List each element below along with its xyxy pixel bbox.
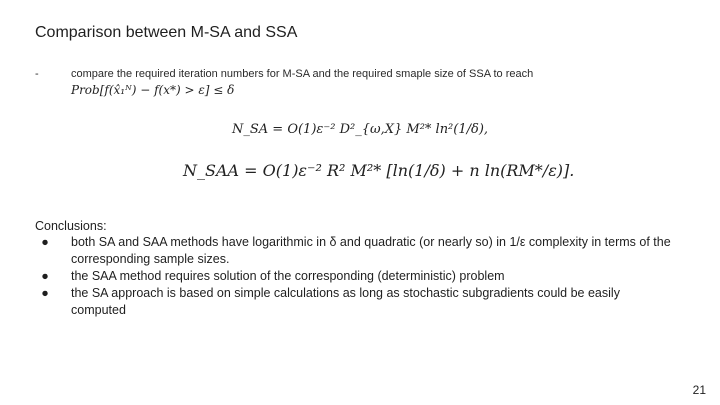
probability-condition-formula: Prob[f(x̂₁ᴺ) − f(x*) > ε] ≤ δ (71, 83, 235, 97)
slide-title: Comparison between M-SA and SSA (35, 24, 298, 41)
saa-sample-size-formula: N_SAA = O(1)ε⁻² R² M²* [ln(1/δ) + n ln(RM*/ε)]. (183, 161, 575, 180)
comparison-bullet-text: compare the required iteration numbers for M-SA and the required smaple size of SSA to reach (71, 68, 534, 80)
conclusion-text: both SA and SAA methods have logarithmic in δ and quadratic (or nearly so) in 1/ε complexity in terms of the corresponding sample sizes. (71, 235, 671, 266)
bullet-dot-icon: ● (41, 269, 49, 283)
dash-bullet-marker: - (35, 68, 39, 80)
conclusion-text: the SAA method requires solution of the corresponding (deterministic) problem (71, 269, 505, 283)
sa-sample-size-formula: N_SA = O(1)ε⁻² D²_{ω,X} M²* ln²(1/δ), (232, 122, 489, 137)
page-number: 21 (692, 383, 706, 397)
bullet-dot-icon: ● (41, 286, 49, 300)
conclusions-list (35, 234, 675, 319)
conclusion-item (35, 285, 675, 319)
bullet-dot-icon: ● (41, 235, 49, 249)
conclusion-item (35, 234, 675, 268)
conclusions-heading: Conclusions: (35, 219, 107, 233)
conclusion-text: the SA approach is based on simple calculations as long as stochastic subgradients could be easily computed (71, 286, 620, 317)
conclusion-item (35, 268, 675, 285)
conclusions-section (35, 219, 675, 319)
